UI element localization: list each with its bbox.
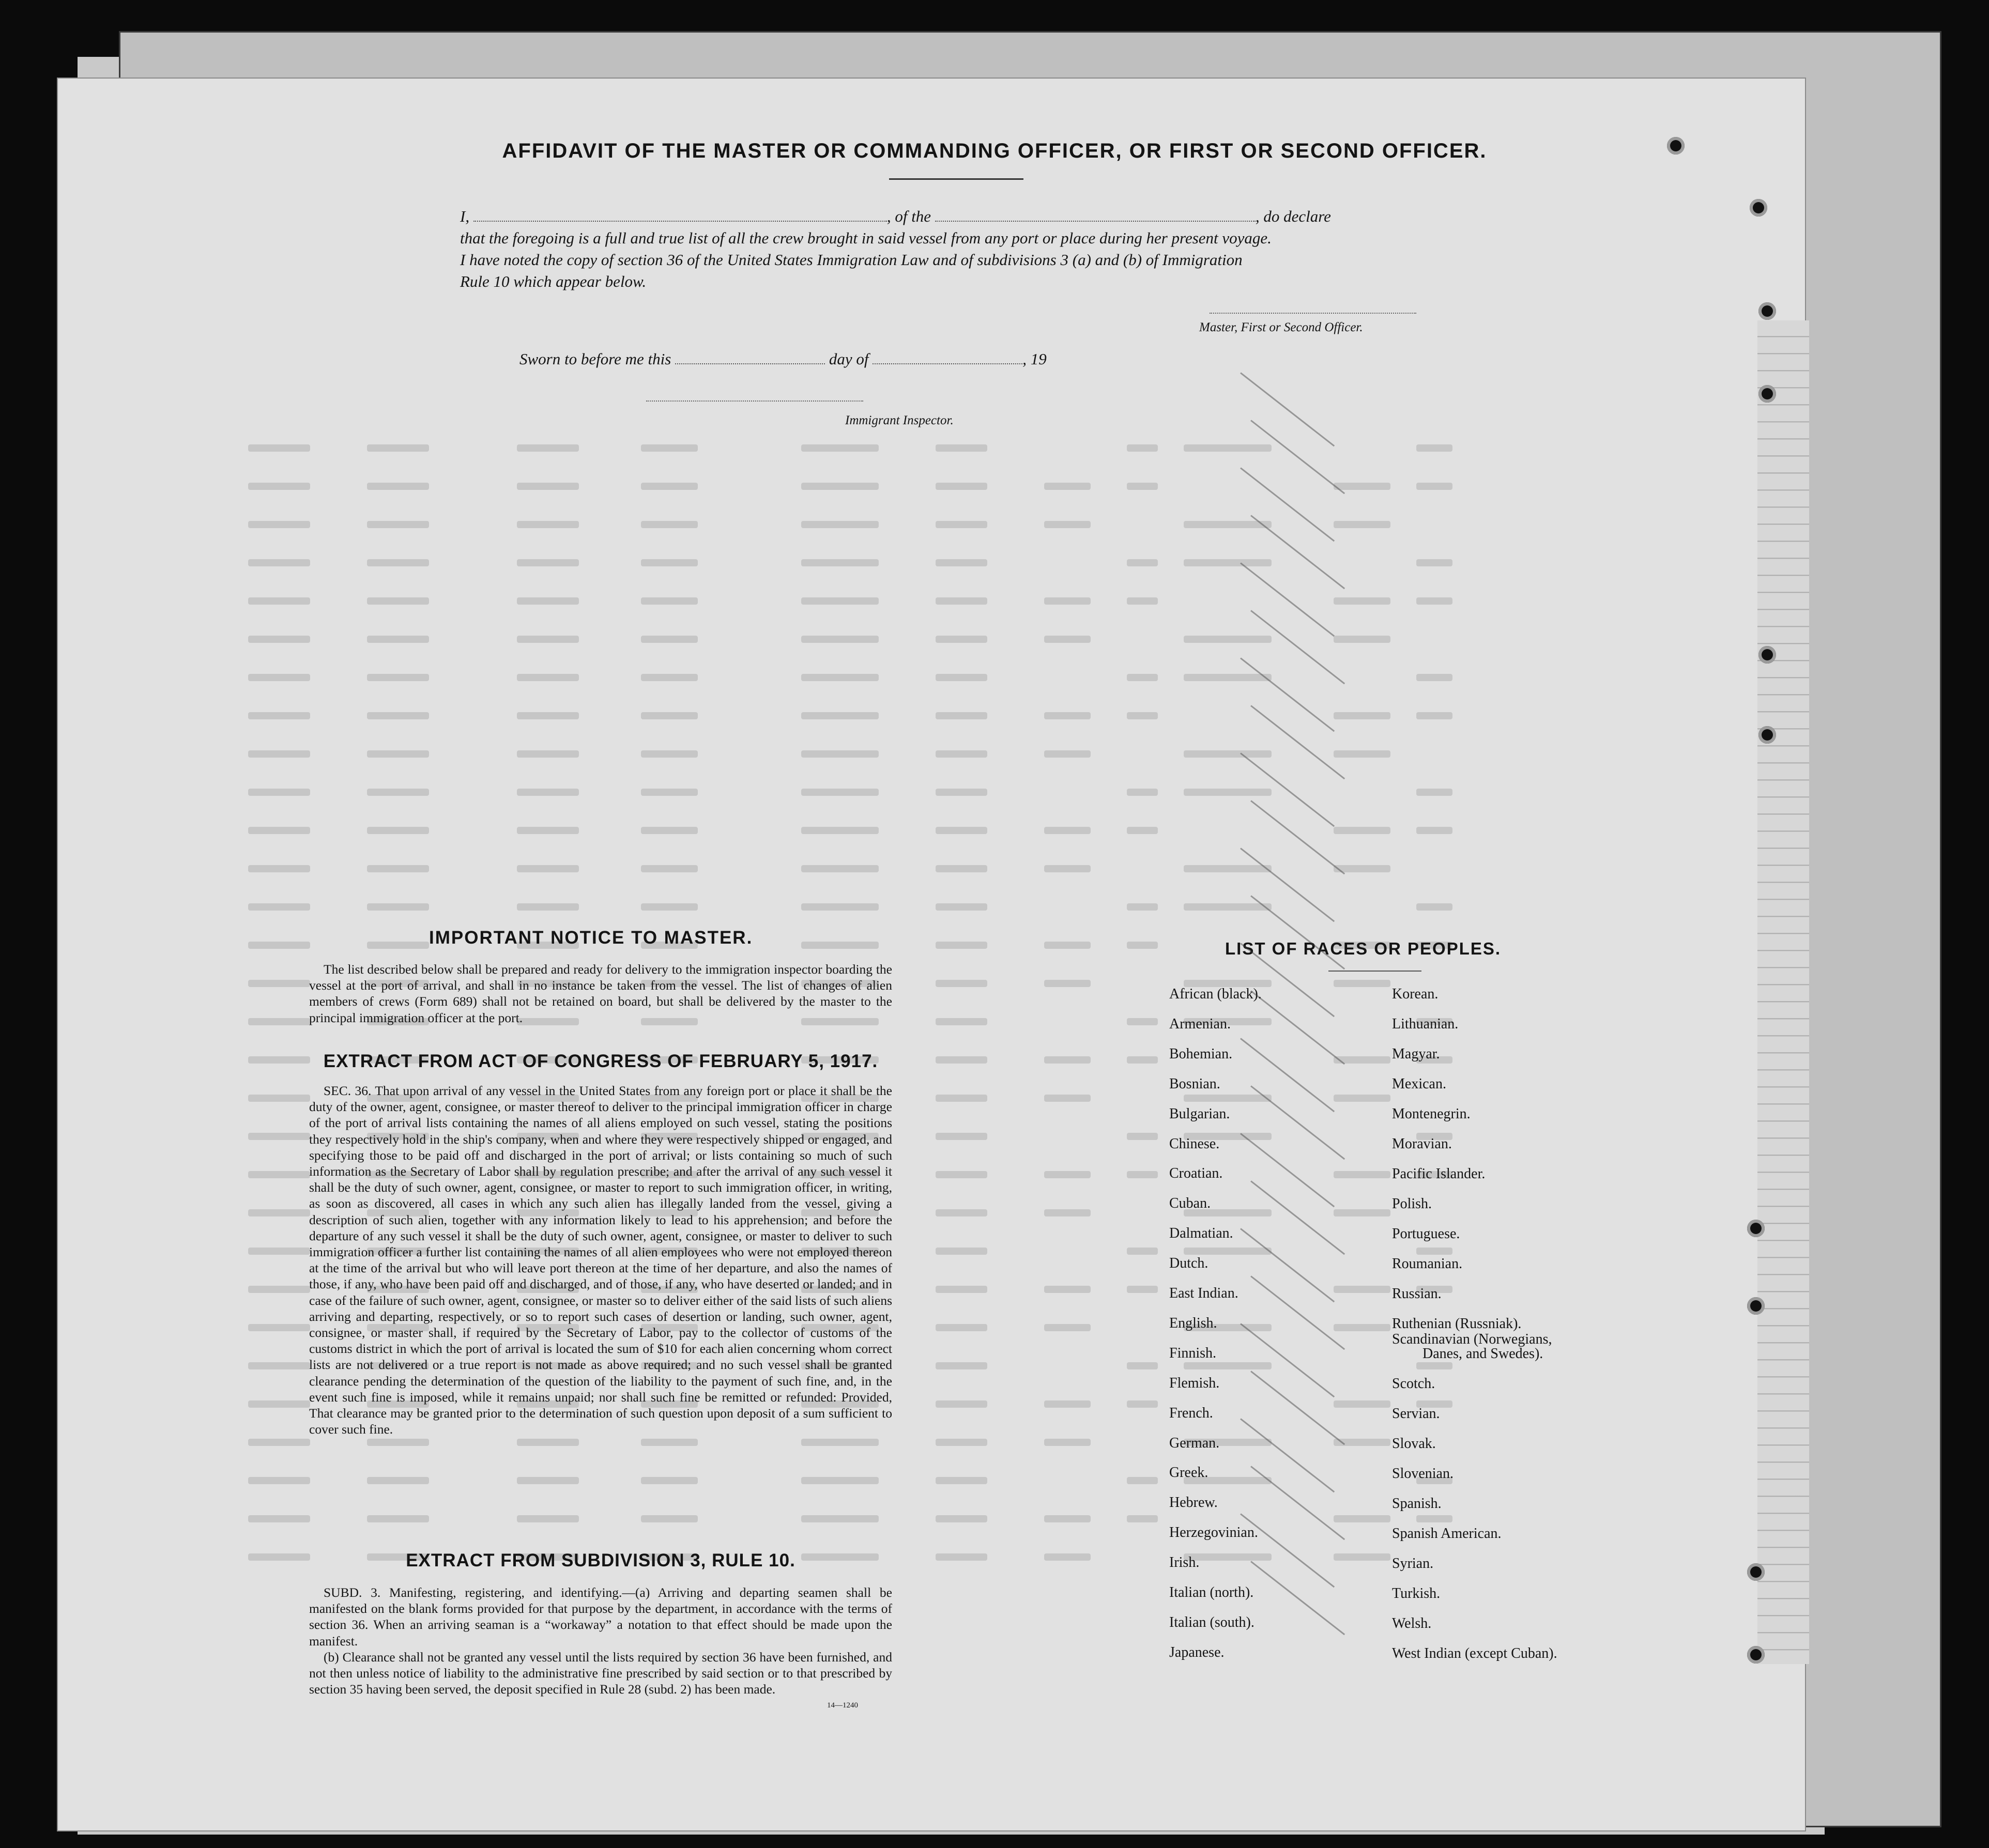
- bleed-mark: [641, 865, 698, 872]
- bleed-mark: [248, 483, 310, 490]
- bleed-mark: [248, 942, 310, 949]
- notice-text: [309, 961, 892, 1026]
- bleed-mark: [517, 1477, 579, 1484]
- bleed-mark: [1416, 1515, 1452, 1522]
- bleed-mark: [1184, 444, 1272, 452]
- bleed-mark: [248, 1553, 310, 1561]
- race-item: Finnish.: [1169, 1345, 1217, 1361]
- bleed-mark: [1044, 1286, 1091, 1293]
- form-number: 14—1240: [827, 1701, 858, 1710]
- bleed-mark: [801, 483, 879, 490]
- bleed-mark: [248, 1477, 310, 1484]
- bleed-mark: [1416, 483, 1452, 490]
- bleed-mark: [248, 444, 310, 452]
- bleed-mark: [936, 1286, 987, 1293]
- bleed-mark: [801, 1515, 879, 1522]
- bleed-mark: [936, 1095, 987, 1102]
- punch-hole: [1758, 385, 1776, 403]
- signature-label: Master, First or Second Officer.: [1199, 320, 1363, 334]
- bleed-mark: [248, 1209, 310, 1216]
- bleed-mark: [517, 789, 579, 796]
- bleed-mark: [367, 865, 429, 872]
- bleed-mark: [641, 597, 698, 605]
- race-item: Spanish American.: [1392, 1526, 1502, 1542]
- race-item: Bulgarian.: [1169, 1105, 1230, 1122]
- bleed-mark: [801, 597, 879, 605]
- bleed-mark: [1334, 1515, 1390, 1522]
- bleed-mark: [1334, 712, 1390, 719]
- declaration-line-3: I have noted the copy of section 36 of the United States Immigration Law and of subdivisions 3 (a) and (b) of Immigration: [460, 251, 1243, 269]
- bleed-mark: [936, 1362, 987, 1369]
- bleed-mark: [517, 559, 579, 566]
- race-item: Moravian.: [1392, 1136, 1452, 1152]
- bleed-mark: [1127, 1286, 1158, 1293]
- bleed-mark: [801, 903, 879, 911]
- race-item: Magyar.: [1392, 1046, 1440, 1062]
- bleed-mark: [248, 1400, 310, 1408]
- bleed-mark: [801, 712, 879, 719]
- bleed-mark: [936, 789, 987, 796]
- bleed-mark: [248, 1133, 310, 1140]
- race-item: Italian (south).: [1169, 1614, 1254, 1630]
- race-item: Russian.: [1392, 1286, 1442, 1302]
- bleed-mark: [1334, 1286, 1390, 1293]
- bleed-mark: [517, 750, 579, 758]
- bleed-mark: [367, 559, 429, 566]
- race-item: Roumanian.: [1392, 1256, 1463, 1272]
- bleed-mark: [248, 674, 310, 681]
- race-item: Welsh.: [1392, 1615, 1432, 1631]
- bleed-mark: [517, 1515, 579, 1522]
- bleed-mark: [248, 1324, 310, 1331]
- race-item: Flemish.: [1169, 1375, 1220, 1391]
- bleed-mark: [801, 1477, 879, 1484]
- bleed-mark: [1184, 789, 1272, 796]
- bleed-mark: [517, 483, 579, 490]
- bleed-mark: [1184, 559, 1272, 566]
- bleed-mark: [641, 750, 698, 758]
- punch-hole: [1747, 1297, 1765, 1315]
- bleed-mark: [641, 1515, 698, 1522]
- bleed-mark: [367, 789, 429, 796]
- bleed-mark: [1127, 597, 1158, 605]
- rule-title: EXTRACT FROM SUBDIVISION 3, RULE 10.: [406, 1550, 795, 1570]
- bleed-mark: [1416, 903, 1452, 911]
- race-item: Pacific Islander.: [1392, 1166, 1486, 1182]
- bleed-mark: [517, 521, 579, 528]
- bleed-mark: [641, 483, 698, 490]
- bleed-mark: [1334, 636, 1390, 643]
- bleed-mark: [1127, 1400, 1158, 1408]
- race-item: Polish.: [1392, 1196, 1432, 1212]
- punch-hole: [1758, 302, 1776, 320]
- bleed-mark: [936, 483, 987, 490]
- bleed-mark: [248, 980, 310, 987]
- bleed-mark: [641, 1439, 698, 1446]
- bleed-mark: [367, 636, 429, 643]
- bleed-mark: [367, 712, 429, 719]
- bleed-mark: [936, 1248, 987, 1255]
- bleed-mark: [1334, 980, 1390, 987]
- year-label: , 19: [1022, 350, 1047, 368]
- bleed-mark: [936, 1515, 987, 1522]
- bleed-mark: [801, 789, 879, 796]
- bleed-mark: [1184, 674, 1272, 681]
- bleed-mark: [1044, 712, 1091, 719]
- act-title: EXTRACT FROM ACT OF CONGRESS OF FEBRUARY 5, 1917.: [323, 1051, 878, 1071]
- bleed-mark: [1416, 789, 1452, 796]
- bleed-mark: [517, 712, 579, 719]
- race-item: Croatian.: [1169, 1165, 1223, 1182]
- bleed-mark: [1127, 942, 1158, 949]
- punch-hole: [1747, 1646, 1765, 1664]
- bleed-mark: [1044, 1400, 1091, 1408]
- race-item: Spanish.: [1392, 1496, 1442, 1512]
- bleed-mark: [367, 1439, 429, 1446]
- vessel-blank[interactable]: [935, 221, 1256, 222]
- bleed-mark: [367, 942, 429, 949]
- sworn-line: [519, 350, 1047, 368]
- race-item: Armenian.: [1169, 1015, 1231, 1032]
- bleed-mark: [1416, 444, 1452, 452]
- notice-paragraph: The list described below shall be prepared and ready for delivery to the immigration inspector boarding the vessel at the port of arrival, and shall in no instance be taken from the vessel. The list of changes of alien members of crews (Form 689) shall not be retained on board, but shall be delivered by the master to the principal immigration officer at the port.: [309, 962, 892, 1025]
- bleed-mark: [1334, 597, 1390, 605]
- bleed-mark: [367, 750, 429, 758]
- signature-line[interactable]: [1210, 313, 1416, 314]
- bleed-mark: [936, 712, 987, 719]
- bleed-mark: [248, 1362, 310, 1369]
- bleed-mark: [248, 712, 310, 719]
- race-item: Cuban.: [1169, 1195, 1211, 1212]
- bleed-mark: [517, 674, 579, 681]
- race-item: Dutch.: [1169, 1255, 1208, 1272]
- bleed-mark: [936, 1171, 987, 1178]
- bleed-mark: [367, 597, 429, 605]
- bleed-mark: [1044, 942, 1091, 949]
- bleed-mark: [1127, 827, 1158, 834]
- race-item: Montenegrin.: [1392, 1106, 1471, 1122]
- affidavit-title: AFFIDAVIT OF THE MASTER OR COMMANDING OFFICER, OR FIRST OR SECOND OFFICER.: [502, 140, 1487, 162]
- bleed-mark: [936, 636, 987, 643]
- bleed-mark: [1044, 483, 1091, 490]
- race-item: Irish.: [1169, 1554, 1200, 1571]
- punch-hole: [1747, 1220, 1765, 1237]
- bleed-mark: [1127, 789, 1158, 796]
- bleed-mark: [641, 712, 698, 719]
- race-item: Lithuanian.: [1392, 1016, 1459, 1032]
- bleed-mark: [936, 674, 987, 681]
- declaration-of-the: , of the: [886, 207, 931, 225]
- race-item: Herzegovinian.: [1169, 1524, 1258, 1541]
- bleed-mark: [1334, 483, 1390, 490]
- bleed-mark: [1334, 1553, 1390, 1561]
- punch-hole: [1758, 646, 1776, 664]
- bleed-mark: [248, 1286, 310, 1293]
- race-item: African (black).: [1169, 986, 1262, 1002]
- bleed-mark: [517, 903, 579, 911]
- bleed-mark: [367, 903, 429, 911]
- bleed-mark: [801, 942, 879, 949]
- bleed-mark: [1127, 444, 1158, 452]
- rule-paragraph-b: (b) Clearance shall not be granted any vessel until the lists required by section 36 have been furnished, and not then unless notice of liability to the administrative fine prescribed by said section or to that prescribed by section 35 having been served, the deposit specified in Rule 28 (subd. 2) has been made.: [309, 1649, 892, 1697]
- rule-text: [309, 1584, 892, 1697]
- bleed-mark: [1184, 865, 1272, 872]
- bleed-mark: [1044, 827, 1091, 834]
- race-item: Bosnian.: [1169, 1075, 1220, 1092]
- bleed-mark: [517, 444, 579, 452]
- bleed-mark: [1127, 559, 1158, 566]
- bleed-mark: [1334, 1209, 1390, 1216]
- bleed-mark: [1127, 1515, 1158, 1522]
- bleed-mark: [936, 1056, 987, 1064]
- race-item: Danes, and Swedes).: [1422, 1346, 1543, 1362]
- bleed-mark: [1334, 1095, 1390, 1102]
- punch-hole: [1750, 199, 1767, 217]
- bleed-mark: [517, 827, 579, 834]
- bleed-mark: [1044, 1553, 1091, 1561]
- bleed-mark: [1127, 903, 1158, 911]
- bleed-mark: [936, 1324, 987, 1331]
- punch-hole: [1758, 726, 1776, 744]
- bleed-mark: [641, 903, 698, 911]
- bleed-mark: [1044, 1515, 1091, 1522]
- bleed-mark: [367, 483, 429, 490]
- day-of-label: day of: [829, 350, 869, 368]
- bleed-mark: [1044, 865, 1091, 872]
- bleed-mark: [936, 827, 987, 834]
- race-item: Korean.: [1392, 986, 1439, 1002]
- bleed-mark: [1127, 1018, 1158, 1025]
- bleed-mark: [801, 1439, 879, 1446]
- bleed-mark: [1127, 1477, 1158, 1484]
- bleed-mark: [248, 827, 310, 834]
- bleed-mark: [641, 1477, 698, 1484]
- race-item: Bohemian.: [1169, 1045, 1233, 1062]
- bleed-mark: [248, 865, 310, 872]
- bleed-mark: [641, 827, 698, 834]
- bleed-mark: [1127, 712, 1158, 719]
- bleed-mark: [367, 674, 429, 681]
- declaration-line-4: Rule 10 which appear below.: [460, 272, 647, 290]
- bleed-mark: [801, 865, 879, 872]
- bleed-mark: [1044, 1209, 1091, 1216]
- bleed-mark: [936, 597, 987, 605]
- bleed-mark: [248, 750, 310, 758]
- month-blank[interactable]: [873, 363, 1022, 364]
- bleed-mark: [1044, 636, 1091, 643]
- rule-paragraph-a: SUBD. 3. Manifesting, registering, and identifying.—(a) Arriving and departing seamen shall be manifested on the blank forms provided for that purpose by the department, in accordance with the terms of section 36. When an arriving seaman is a “workaway” a notation to that effect should be made upon the manifest.: [309, 1585, 892, 1649]
- act-text: [309, 1083, 892, 1437]
- bleed-mark: [641, 674, 698, 681]
- bleed-mark: [801, 521, 879, 528]
- bleed-mark: [1184, 1362, 1272, 1369]
- bleed-mark: [1334, 521, 1390, 528]
- bleed-mark: [248, 1095, 310, 1102]
- title-rule: [889, 178, 1023, 180]
- bleed-mark: [936, 1400, 987, 1408]
- inspector-label: Immigrant Inspector.: [845, 413, 954, 427]
- bleed-mark: [1184, 636, 1272, 643]
- race-item: Syrian.: [1392, 1556, 1434, 1572]
- day-blank[interactable]: [675, 363, 825, 364]
- bleed-mark: [367, 1515, 429, 1522]
- races-rule: [1328, 971, 1421, 972]
- bleed-mark: [1184, 1248, 1272, 1255]
- bleed-mark: [1044, 1056, 1091, 1064]
- bleed-mark: [1044, 597, 1091, 605]
- race-item: Turkish.: [1392, 1585, 1441, 1601]
- bleed-mark: [936, 942, 987, 949]
- bleed-mark: [1416, 1362, 1452, 1369]
- bleed-mark: [1184, 750, 1272, 758]
- races-title: LIST OF RACES OR PEOPLES.: [1225, 939, 1502, 958]
- bleed-mark: [641, 444, 698, 452]
- bleed-mark: [248, 1018, 310, 1025]
- bleed-mark: [1334, 1324, 1390, 1331]
- bleed-mark: [1416, 1248, 1452, 1255]
- bleed-mark: [248, 559, 310, 566]
- race-item: Portuguese.: [1392, 1226, 1460, 1242]
- bleed-mark: [936, 750, 987, 758]
- race-item: English.: [1169, 1315, 1217, 1331]
- act-paragraph: SEC. 36. That upon arrival of any vessel in the United States from any foreign port or place it shall be the duty of the owner, agent, consignee, or master thereof to deliver to the principal immigration officer in charge of the port of arrival lists containing the names of all aliens employed on such vessel, stating the positions they respectively hold in the ship's company, when and where they were respectively shipped or engaged, and specifying those to be paid off and discharged in the port of arrival; or lists containing so much of such information as the Secretary of Labor shall by regulation prescribe; and after the arrival of any such vessel it shall be the duty of such owner, agent, consignee, or master to report to such immigration officer, in writing, as soon as discovered, all cases in which any such alien has illegally landed from the vessel, giving a description of such alien, together with any information likely to lead to his apprehension; and before the departure of any such vessel it shall be the duty of such owner, agent, consignee, or master to deliver to such immigration officer a further list containing the names of all alien employees who were not employed thereon at the time of the arrival but who will leave port thereon at the time of her departure, and also the names of those, if any, who have been paid off and discharged, and of those, if any, who have deserted or landed; and in case of the failure of such owner, agent, consignee, or master so to deliver either of the said lists of such aliens arriving and departing, respectively, or so to report such cases of desertion or landing, such owner, agent, consignee, or master shall, if required by the Secretary of Labor, pay to the collector of customs of the customs district in which the port of arrival is located the sum of $10 for each alien concerning whom correct lists are not delivered or a true report is not made as above required; and no such vessel shall be granted clearance pending the determination of the question of the liability to the payment of such fine, and, in the event such fine is imposed, while it remains unpaid; nor shall such fine be remitted or refunded: Provided, That clearance may be granted prior to the determination of such question upon deposit of a sum sufficient to cover such fine.: [309, 1083, 892, 1437]
- bleed-mark: [1334, 827, 1390, 834]
- bleed-mark: [367, 827, 429, 834]
- race-item: Slovenian.: [1392, 1466, 1454, 1482]
- bleed-mark: [1044, 1095, 1091, 1102]
- bleed-mark: [1416, 827, 1452, 834]
- race-item: Scandinavian (Norwegians,: [1392, 1331, 1552, 1347]
- bleed-mark: [801, 750, 879, 758]
- bleed-mark: [936, 1553, 987, 1561]
- bleed-mark: [1416, 674, 1452, 681]
- bleed-mark: [517, 597, 579, 605]
- bleed-mark: [936, 1018, 987, 1025]
- bleed-mark: [1334, 1171, 1390, 1178]
- bleed-mark: [1184, 1095, 1272, 1102]
- bleed-mark: [1127, 674, 1158, 681]
- bleed-mark: [248, 789, 310, 796]
- bleed-mark: [1127, 1248, 1158, 1255]
- declaration-do-declare: , do declare: [1255, 207, 1331, 225]
- race-item: Hebrew.: [1169, 1495, 1218, 1511]
- bleed-mark: [248, 1056, 310, 1064]
- bleed-mark: [936, 444, 987, 452]
- bleed-mark: [641, 636, 698, 643]
- bleed-mark: [367, 521, 429, 528]
- bleed-mark: [248, 1439, 310, 1446]
- bleed-mark: [936, 1477, 987, 1484]
- bleed-mark: [801, 636, 879, 643]
- bleed-mark: [248, 903, 310, 911]
- bleed-mark: [248, 521, 310, 528]
- bleed-mark: [248, 1248, 310, 1255]
- bleed-mark: [248, 597, 310, 605]
- bleed-mark: [1044, 750, 1091, 758]
- bleed-mark: [248, 1171, 310, 1178]
- bleed-mark: [367, 1477, 429, 1484]
- notice-title: IMPORTANT NOTICE TO MASTER.: [429, 928, 753, 948]
- bleed-mark: [936, 1439, 987, 1446]
- bleed-mark: [1334, 750, 1390, 758]
- race-item: Chinese.: [1169, 1135, 1220, 1152]
- name-blank[interactable]: [473, 221, 887, 222]
- bleed-mark: [801, 559, 879, 566]
- bleed-mark: [936, 1133, 987, 1140]
- declaration-i: I,: [460, 207, 470, 225]
- bleed-mark: [641, 521, 698, 528]
- bleed-mark: [1127, 483, 1158, 490]
- bleed-mark: [1127, 1362, 1158, 1369]
- race-item: Ruthenian (Russniak).: [1392, 1316, 1522, 1332]
- race-item: Servian.: [1392, 1406, 1440, 1422]
- race-item: Greek.: [1169, 1465, 1208, 1481]
- race-item: Mexican.: [1392, 1076, 1446, 1092]
- race-item: Italian (north).: [1169, 1584, 1254, 1600]
- sworn-label: Sworn to before me this: [519, 350, 671, 368]
- bleed-mark: [936, 1209, 987, 1216]
- bleed-mark: [641, 789, 698, 796]
- bleed-mark: [936, 559, 987, 566]
- bleed-mark: [248, 1515, 310, 1522]
- bleed-mark: [1184, 903, 1272, 911]
- bleed-mark: [641, 559, 698, 566]
- bleed-mark: [1127, 1056, 1158, 1064]
- bleed-mark: [248, 636, 310, 643]
- race-item: East Indian.: [1169, 1285, 1238, 1301]
- bleed-mark: [517, 636, 579, 643]
- declaration-line: [460, 206, 1442, 227]
- race-item: Japanese.: [1169, 1644, 1225, 1660]
- bleed-mark: [1127, 1171, 1158, 1178]
- race-item: Dalmatian.: [1169, 1225, 1233, 1242]
- bleed-mark: [1416, 712, 1452, 719]
- bleed-mark: [1044, 1439, 1091, 1446]
- bleed-mark: [367, 444, 429, 452]
- race-item: Scotch.: [1392, 1376, 1435, 1392]
- bleed-mark: [517, 1439, 579, 1446]
- bleed-mark: [1416, 597, 1452, 605]
- bleed-mark: [1044, 1171, 1091, 1178]
- bleed-mark: [1416, 559, 1452, 566]
- bleed-mark: [801, 444, 879, 452]
- bleed-mark: [1044, 1324, 1091, 1331]
- punch-hole: [1747, 1563, 1765, 1581]
- bleed-mark: [936, 903, 987, 911]
- bleed-mark: [801, 674, 879, 681]
- bleed-mark: [936, 980, 987, 987]
- bleed-mark: [517, 865, 579, 872]
- bleed-mark: [1044, 980, 1091, 987]
- race-item: German.: [1169, 1435, 1220, 1451]
- bleed-mark: [801, 827, 879, 834]
- bleed-mark: [936, 521, 987, 528]
- inspector-signature-line[interactable]: [646, 401, 863, 402]
- bleed-mark: [936, 865, 987, 872]
- bleed-mark: [1127, 1133, 1158, 1140]
- race-item: French.: [1169, 1405, 1213, 1421]
- affidavit-text: [460, 206, 1442, 292]
- declaration-line-2: that the foregoing is a full and true list of all the crew brought in said vessel from any port or place during her present voyage.: [460, 229, 1272, 247]
- bleed-mark: [1334, 1400, 1390, 1408]
- race-item: Slovak.: [1392, 1436, 1436, 1452]
- race-item: West Indian (except Cuban).: [1392, 1645, 1557, 1661]
- bleed-mark: [1044, 521, 1091, 528]
